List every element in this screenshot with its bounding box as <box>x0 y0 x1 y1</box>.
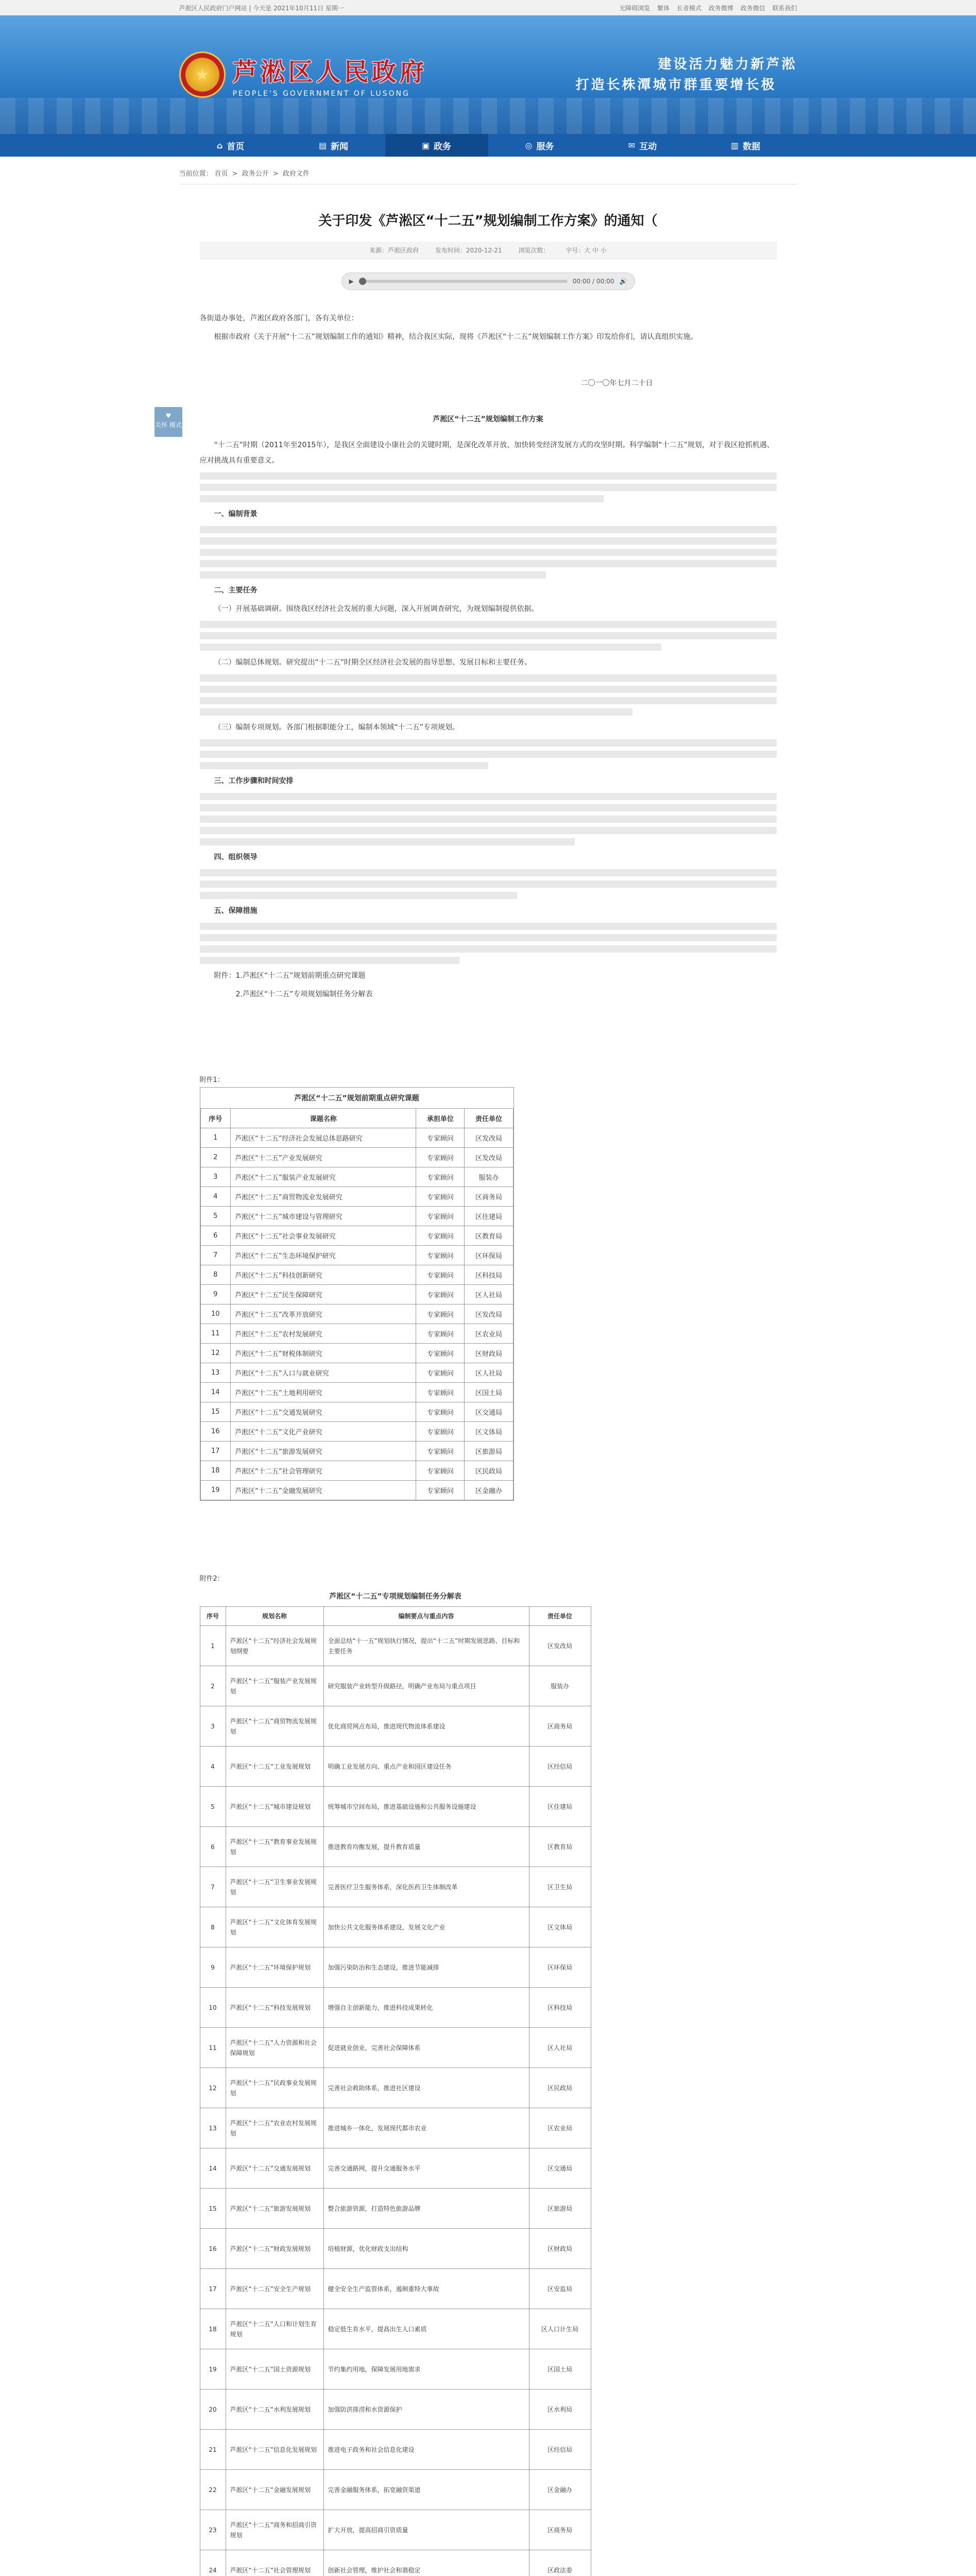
table-cell: 区国土局 <box>529 2349 591 2389</box>
chat-icon: ✉ <box>628 140 636 150</box>
table-cell: 芦淞区“十二五”城市建设规划 <box>226 1787 323 1827</box>
table-cell: 区民政局 <box>465 1461 513 1481</box>
table-cell: 芦淞区“十二五”人口和计划生育规划 <box>226 2309 323 2349</box>
table-cell: 芦淞区“十二五”交通发展研究 <box>231 1402 416 1422</box>
table-cell: 专家顾问 <box>416 1363 465 1383</box>
table-row <box>200 2269 591 2309</box>
table-cell: 芦淞区“十二五”国土资源规划 <box>226 2349 323 2389</box>
table-row <box>200 2229 591 2269</box>
table-cell: 推进电子政务和社会信息化建设 <box>323 2430 529 2470</box>
table-cell: 区教育局 <box>529 1827 591 1867</box>
table-cell: 10 <box>200 1304 231 1324</box>
weibo-link[interactable]: 政务微博 <box>708 4 733 12</box>
table-row <box>200 2028 591 2068</box>
table-row <box>200 1481 513 1500</box>
table-cell: 17 <box>200 1442 231 1461</box>
table-cell: 芦淞区“十二五”经济社会发展总体思路研究 <box>231 1128 416 1148</box>
table-row <box>200 1304 513 1324</box>
table-row <box>200 1422 513 1442</box>
content-area <box>179 157 797 2576</box>
volume-icon[interactable]: 🔊 <box>619 278 627 285</box>
table-row <box>200 1907 591 1947</box>
table-cell: 芦淞区“十二五”人口与就业研究 <box>231 1363 416 1383</box>
table-row <box>200 2470 591 2510</box>
wechat-link[interactable]: 政务微信 <box>740 4 765 12</box>
table-row <box>200 1787 591 1827</box>
table-cell: 22 <box>200 2470 226 2510</box>
breadcrumb: 当前位置： 首页 > 政务公开 > 政府文件 <box>179 157 797 184</box>
table-row <box>200 2510 591 2550</box>
nav-service[interactable]: ◎ 服务 <box>525 140 554 152</box>
table-cell: 芦淞区“十二五”科技发展规划 <box>226 1988 323 2028</box>
elder-mode-link[interactable]: 长者模式 <box>676 4 701 12</box>
table-cell: 专家顾问 <box>416 1481 465 1500</box>
service-icon: ◎ <box>525 140 533 150</box>
table-cell: 14 <box>200 1383 231 1402</box>
audio-player[interactable] <box>341 273 635 290</box>
table-cell: 培植财源，优化财政支出结构 <box>323 2229 529 2269</box>
article-body: 各街道办事处，芦淞区政府各部门，各有关单位： 根据市政府《关于开展“十二五”规划编制工作的通知》精神，结合我区实际，现将《芦淞区“十二五”规划编制工作方案》印发给你们，请认真组织实施。 二〇一〇年七月二十日 芦淞区“十二五”规划编制工作方案 “十二五”时期（2011年至2015年），是我区全面建设小康社会的关键时期，是深化改革开放、加快转变经济发展方式的攻坚时期。科学编制“十二五”规划，对于我区抢抓机遇、应对挑战具有重要意义。 一、编制背景 二、主要任务 （一）开展基础调研。围绕我区经济社会发展的重大问题，深入开展调查研究，为规划编制提供依据。 （二）编制总体规划。研究提出“十二五”时期全区经济社会发展的指导思想、发展目标和主要任务。 （三）编制专项规划。各部门根据职能分工，编制本领域“十二五”专项规划。 三、工作步骤和时间安排 四、组织领导 五、保障措施 附件：1.芦淞区“十二五”规划前期重点研究课题 2.芦淞区“十二五”专项规划编制任务分解表 <box>200 311 777 1002</box>
table-cell: 区交通局 <box>465 1402 513 1422</box>
table-cell: 扩大开放，提高招商引资质量 <box>323 2510 529 2550</box>
table-row <box>200 1128 513 1148</box>
home-icon: ⌂ <box>216 140 223 150</box>
table-cell: 13 <box>200 2108 226 2148</box>
table-cell: 区科技局 <box>529 1988 591 2028</box>
table-cell: 芦淞区“十二五”交通发展规划 <box>226 2148 323 2189</box>
table-cell: 促进就业创业，完善社会保障体系 <box>323 2028 529 2068</box>
table-cell: 3 <box>200 1167 231 1187</box>
table-cell: 6 <box>200 1226 231 1246</box>
table-cell: 加快公共文化服务体系建设，发展文化产业 <box>323 1907 529 1947</box>
table-cell: 区商务局 <box>529 2510 591 2550</box>
table-cell: 1 <box>200 1626 226 1666</box>
table-cell: 15 <box>200 1402 231 1422</box>
main-nav <box>0 134 976 157</box>
table-cell: 专家顾问 <box>416 1207 465 1226</box>
table-cell: 23 <box>200 2510 226 2550</box>
table-row <box>200 1988 591 2028</box>
table-cell: 专家顾问 <box>416 1167 465 1187</box>
table-cell: 区住建局 <box>465 1207 513 1226</box>
nav-interact[interactable]: ✉ 互动 <box>628 140 657 152</box>
table1-attach-label: 附件1： <box>199 1076 224 1084</box>
table-row <box>200 1265 513 1285</box>
table-cell: 区国土局 <box>465 1383 513 1402</box>
table-row <box>200 1226 513 1246</box>
table-cell: 9 <box>200 1947 226 1988</box>
top-bar <box>0 0 976 15</box>
table-cell: 区金融办 <box>465 1481 513 1500</box>
table-cell: 24 <box>200 2550 226 2576</box>
table-cell: 12 <box>200 1344 231 1363</box>
research-topics-table <box>200 1108 513 1500</box>
table-cell: 芦淞区“十二五”信息化发展规划 <box>226 2430 323 2470</box>
table-cell: 区人口计生局 <box>529 2309 591 2349</box>
table-cell: 区旅游局 <box>529 2189 591 2229</box>
table-cell: 区商务局 <box>465 1187 513 1207</box>
table-cell: 芦淞区“十二五”商务和招商引资规划 <box>226 2510 323 2550</box>
table-cell: 区发改局 <box>465 1128 513 1148</box>
table-cell: 2 <box>200 1148 231 1167</box>
table-cell: 区财政局 <box>529 2229 591 2269</box>
table-row <box>200 2108 591 2148</box>
table-cell: 1 <box>200 1128 231 1148</box>
plan-title: 芦淞区“十二五”规划编制工作方案 <box>433 415 543 423</box>
table-row <box>200 1827 591 1867</box>
table-cell: 芦淞区“十二五”文化体育发展规划 <box>226 1907 323 1947</box>
table-cell: 20 <box>200 2389 226 2430</box>
table-cell: 区环保局 <box>465 1246 513 1265</box>
table-cell: 芦淞区“十二五”土地利用研究 <box>231 1383 416 1402</box>
table-cell: 专家顾问 <box>416 1442 465 1461</box>
table-cell: 加强防洪排涝和水资源保护 <box>323 2389 529 2430</box>
table-cell: 芦淞区“十二五”社会管理规划 <box>226 2550 323 2576</box>
nav-home[interactable]: ⌂ 首页 <box>216 140 245 152</box>
table-cell: 芦淞区“十二五”民政事业发展规划 <box>226 2068 323 2108</box>
table-cell: 区政法委 <box>529 2550 591 2576</box>
table-cell: 9 <box>200 1285 231 1304</box>
table-row <box>200 2068 591 2108</box>
table-cell: 专家顾问 <box>416 1383 465 1402</box>
table-cell: 区发改局 <box>465 1148 513 1167</box>
table-row <box>200 1148 513 1167</box>
table-cell: 区交通局 <box>529 2148 591 2189</box>
table-cell: 区安监局 <box>529 2269 591 2309</box>
site-logo[interactable] <box>179 52 427 98</box>
table-header-row: 序号 课题名称 承担单位 责任单位 <box>200 1109 513 1128</box>
table-cell: 芦淞区“十二五”旅游发展研究 <box>231 1442 416 1461</box>
table-cell: 12 <box>200 2068 226 2108</box>
slogan-line-2: 打造长株潭城市群重要增长极 <box>575 77 777 93</box>
table-cell: 芦淞区“十二五”商贸物流业发展研究 <box>231 1187 416 1207</box>
slogan-line-1: 建设活力魅力新芦淞 <box>658 57 797 72</box>
table-cell: 11 <box>200 2028 226 2068</box>
nav-data[interactable]: ▥ 数据 <box>730 140 761 152</box>
table-cell: 16 <box>200 2229 226 2269</box>
table-cell: 芦淞区“十二五”环境保护规划 <box>226 1947 323 1988</box>
table-cell: 芦淞区“十二五”服装产业发展规划 <box>226 1666 323 1706</box>
table-cell: 完善金融服务体系，拓宽融资渠道 <box>323 2470 529 2510</box>
table-cell: 芦淞区“十二五”产业发展研究 <box>231 1148 416 1167</box>
traditional-link[interactable]: 繁体 <box>657 4 670 12</box>
article-meta: 来源：芦淞区政府 发布时间：2020-12-21 浏览次数： 字号：大 中 小 <box>200 242 777 259</box>
nav-gov[interactable]: ▣ 政务 <box>385 134 488 157</box>
table-row <box>200 1461 513 1481</box>
table-cell: 加强污染防治和生态建设，推进节能减排 <box>323 1947 529 1988</box>
table-cell: 区教育局 <box>465 1226 513 1246</box>
table-cell: 推进教育均衡发展，提升教育质量 <box>323 1827 529 1867</box>
table-row <box>200 1246 513 1265</box>
table-row <box>200 1344 513 1363</box>
play-icon[interactable]: ▶ <box>349 278 354 285</box>
table-cell: 8 <box>200 1265 231 1285</box>
attachment-2[interactable]: 2.芦淞区“十二五”专项规划编制任务分解表 <box>235 990 373 998</box>
table-cell: 专家顾问 <box>416 1304 465 1324</box>
attachment-1[interactable]: 附件：1.芦淞区“十二五”规划前期重点研究课题 <box>214 972 366 980</box>
table-row <box>200 1947 591 1988</box>
table-cell: 芦淞区“十二五”水利发展规划 <box>226 2389 323 2430</box>
table-cell: 专家顾问 <box>416 1344 465 1363</box>
table-cell: 18 <box>200 1461 231 1481</box>
header-banner <box>0 15 976 134</box>
table-cell: 芦淞区“十二五”卫生事业发展规划 <box>226 1867 323 1907</box>
site-name: 芦淞区人民政府 <box>232 57 427 87</box>
table-cell: 专家顾问 <box>416 1246 465 1265</box>
table-cell: 芦淞区“十二五”社会事业发展研究 <box>231 1226 416 1246</box>
nav-news[interactable]: ▤ 新闻 <box>318 140 349 152</box>
accessibility-link[interactable]: 无障碍浏览 <box>619 4 650 12</box>
table-cell: 区人社局 <box>465 1285 513 1304</box>
table-cell: 完善医疗卫生服务体系，深化医药卫生体制改革 <box>323 1867 529 1907</box>
table-cell: 区旅游局 <box>465 1442 513 1461</box>
table-cell: 4 <box>200 1187 231 1207</box>
crumb-docs[interactable]: 政府文件 <box>282 170 310 178</box>
page-title: 关于印发《芦淞区“十二五”规划编制工作方案》的通知（ <box>318 213 658 229</box>
table-cell: 芦淞区“十二五”城市建设与管理研究 <box>231 1207 416 1226</box>
table-cell: 区卫生局 <box>529 1867 591 1907</box>
table-cell: 3 <box>200 1706 226 1747</box>
table-row <box>200 1363 513 1383</box>
table-cell: 19 <box>200 1481 231 1500</box>
table-cell: 2 <box>200 1666 226 1706</box>
table-cell: 11 <box>200 1324 231 1344</box>
care-mode-button[interactable]: ♥ 关怀 模式 <box>155 407 182 437</box>
special-plans-table <box>200 1606 591 2576</box>
table-cell: 17 <box>200 2269 226 2309</box>
table-cell: 芦淞区“十二五”服装产业发展研究 <box>231 1167 416 1187</box>
table-cell: 区金融办 <box>529 2470 591 2510</box>
national-emblem-icon: ★ <box>179 52 226 98</box>
player-time: 00:00 / 00:00 <box>572 278 614 285</box>
date-info: 芦淞区人民政府门户网站 | 今天是 2021年10月11日 星期一 <box>179 4 344 12</box>
news-icon: ▤ <box>318 140 327 150</box>
table-row <box>200 1187 513 1207</box>
table-row <box>200 1626 591 1666</box>
table-cell: 21 <box>200 2430 226 2470</box>
table-cell: 芦淞区“十二五”教育事业发展规划 <box>226 1827 323 1867</box>
table-cell: 5 <box>200 1207 231 1226</box>
table-cell: 专家顾问 <box>416 1422 465 1442</box>
table-cell: 芦淞区“十二五”农业农村发展规划 <box>226 2108 323 2148</box>
table-cell: 芦淞区“十二五”人力资源和社会保障规划 <box>226 2028 323 2068</box>
table-row <box>200 2148 591 2189</box>
table-row <box>200 2550 591 2576</box>
table-row <box>200 1167 513 1187</box>
contact-link[interactable]: 联系我们 <box>772 4 797 12</box>
table-cell: 专家顾问 <box>416 1461 465 1481</box>
font-size-switch[interactable]: 字号：大 中 小 <box>566 247 607 254</box>
table-cell: 4 <box>200 1747 226 1787</box>
table-cell: 芦淞区“十二五”安全生产规划 <box>226 2269 323 2309</box>
table-cell: 芦淞区“十二五”经济社会发展规划纲要 <box>226 1626 323 1666</box>
table-cell: 专家顾问 <box>416 1128 465 1148</box>
table-row <box>200 1747 591 1787</box>
table-cell: 芦淞区“十二五”旅游发展规划 <box>226 2189 323 2229</box>
table-cell: 6 <box>200 1827 226 1867</box>
table-cell: 区文体局 <box>529 1907 591 1947</box>
top-links <box>614 4 797 12</box>
table-cell: 区农业局 <box>529 2108 591 2148</box>
table-cell: 芦淞区“十二五”金融发展规划 <box>226 2470 323 2510</box>
table-row <box>200 1324 513 1344</box>
gov-icon: ▣ <box>421 140 430 150</box>
table-cell: 区发改局 <box>465 1304 513 1324</box>
table-cell: 区经信局 <box>529 1747 591 1787</box>
table-cell: 区农业局 <box>465 1324 513 1344</box>
table-cell: 明确工业发展方向、重点产业和园区建设任务 <box>323 1747 529 1787</box>
sign-date: 二〇一〇年七月二十日 <box>580 379 653 387</box>
table-cell: 研究服装产业转型升级路径，明确产业布局与重点项目 <box>323 1666 529 1706</box>
table-row <box>200 1383 513 1402</box>
progress-knob[interactable] <box>359 278 366 285</box>
table-cell: 芦淞区“十二五”科技创新研究 <box>231 1265 416 1285</box>
table-cell: 专家顾问 <box>416 1285 465 1304</box>
table-cell: 区财政局 <box>465 1344 513 1363</box>
table-cell: 18 <box>200 2309 226 2349</box>
table-cell: 芦淞区“十二五”改革开放研究 <box>231 1304 416 1324</box>
crumb-home[interactable]: 首页 <box>214 170 228 178</box>
article <box>179 184 797 2576</box>
table-cell: 14 <box>200 2148 226 2189</box>
table-cell: 8 <box>200 1907 226 1947</box>
table-cell: 区住建局 <box>529 1787 591 1827</box>
table-cell: 区文体局 <box>465 1422 513 1442</box>
table-cell: 区民政局 <box>529 2068 591 2108</box>
table2-caption: 芦淞区“十二五”专项规划编制任务分解表 <box>329 1592 461 1601</box>
table-cell: 芦淞区“十二五”生态环境保护研究 <box>231 1246 416 1265</box>
table-cell: 增强自主创新能力，推进科技成果转化 <box>323 1988 529 2028</box>
table-cell: 芦淞区“十二五”社会管理研究 <box>231 1461 416 1481</box>
table-cell: 芦淞区“十二五”财税体制研究 <box>231 1344 416 1363</box>
table-row <box>200 1207 513 1226</box>
table-cell: 5 <box>200 1787 226 1827</box>
table-cell: 区人社局 <box>465 1363 513 1383</box>
table-cell: 芦淞区“十二五”商贸物流发展规划 <box>226 1706 323 1747</box>
table-row <box>200 2309 591 2349</box>
table-cell: 区发改局 <box>529 1626 591 1666</box>
table-cell: 优化商贸网点布局，推进现代物流体系建设 <box>323 1706 529 1747</box>
table-cell: 专家顾问 <box>416 1265 465 1285</box>
table-cell: 芦淞区“十二五”金融发展研究 <box>231 1481 416 1500</box>
table-row <box>200 1402 513 1422</box>
table-cell: 稳定低生育水平，提高出生人口素质 <box>323 2309 529 2349</box>
table-cell: 服装办 <box>529 1666 591 1706</box>
table-cell: 16 <box>200 1422 231 1442</box>
table-row <box>200 2189 591 2229</box>
table-cell: 专家顾问 <box>416 1148 465 1167</box>
table-cell: 服装办 <box>465 1167 513 1187</box>
table-row <box>200 1706 591 1747</box>
table-cell: 专家顾问 <box>416 1402 465 1422</box>
table-row <box>200 1666 591 1706</box>
table-cell: 13 <box>200 1363 231 1383</box>
table-cell: 芦淞区“十二五”文化产业研究 <box>231 1422 416 1442</box>
table1-caption: 芦淞区“十二五”规划前期重点研究课题 <box>294 1094 419 1103</box>
table-cell: 健全安全生产监管体系，遏制重特大事故 <box>323 2269 529 2309</box>
table-cell: 专家顾问 <box>416 1226 465 1246</box>
table-row <box>200 2389 591 2430</box>
table1-wrapper <box>200 1087 514 1501</box>
table-cell: 区商务局 <box>529 1706 591 1747</box>
table-cell: 7 <box>200 1867 226 1907</box>
table-cell: 10 <box>200 1988 226 2028</box>
table-cell: 完善交通路网，提升交通服务水平 <box>323 2148 529 2189</box>
table-cell: 区科技局 <box>465 1265 513 1285</box>
table-cell: 区环保局 <box>529 1947 591 1988</box>
table-cell: 完善社会救助体系，推进社区建设 <box>323 2068 529 2108</box>
table-cell: 芦淞区“十二五”财政发展规划 <box>226 2229 323 2269</box>
table-cell: 芦淞区“十二五”工业发展规划 <box>226 1747 323 1787</box>
table-cell: 统筹城市空间布局，推进基础设施和公共服务设施建设 <box>323 1787 529 1827</box>
table-cell: 节约集约用地，保障发展用地需求 <box>323 2349 529 2389</box>
table-cell: 7 <box>200 1246 231 1265</box>
table-cell: 整合旅游资源，打造特色旅游品牌 <box>323 2189 529 2229</box>
table-row <box>200 2349 591 2389</box>
table-cell: 区水利局 <box>529 2389 591 2430</box>
crumb-gov[interactable]: 政务公开 <box>242 170 269 178</box>
table-cell: 区人社局 <box>529 2028 591 2068</box>
table-cell: 创新社会管理，维护社会和谐稳定 <box>323 2550 529 2576</box>
table-header-row: 序号 规划名称 编制要点与重点内容 责任单位 <box>200 1607 591 1626</box>
table-cell: 15 <box>200 2189 226 2229</box>
table-row <box>200 1285 513 1304</box>
care-icon: ♥ <box>165 412 172 419</box>
table-cell: 19 <box>200 2349 226 2389</box>
progress-bar[interactable] <box>359 280 568 283</box>
table-cell: 区经信局 <box>529 2430 591 2470</box>
table-cell: 推进城乡一体化，发展现代都市农业 <box>323 2108 529 2148</box>
table-row <box>200 2430 591 2470</box>
table-cell: 芦淞区“十二五”农村发展研究 <box>231 1324 416 1344</box>
table-row <box>200 1442 513 1461</box>
slogan <box>575 54 797 95</box>
table-cell: 专家顾问 <box>416 1187 465 1207</box>
table-cell: 芦淞区“十二五”民生保障研究 <box>231 1285 416 1304</box>
table-cell: 专家顾问 <box>416 1324 465 1344</box>
table2-attach-label: 附件2： <box>199 1575 224 1583</box>
table-cell: 全面总结“十一五”规划执行情况，提出“十二五”时期发展思路、目标和主要任务 <box>323 1626 529 1666</box>
site-name-en: PEOPLE'S GOVERNMENT OF LUSONG <box>232 89 410 98</box>
data-icon: ▥ <box>730 140 739 150</box>
table-row <box>200 1867 591 1907</box>
